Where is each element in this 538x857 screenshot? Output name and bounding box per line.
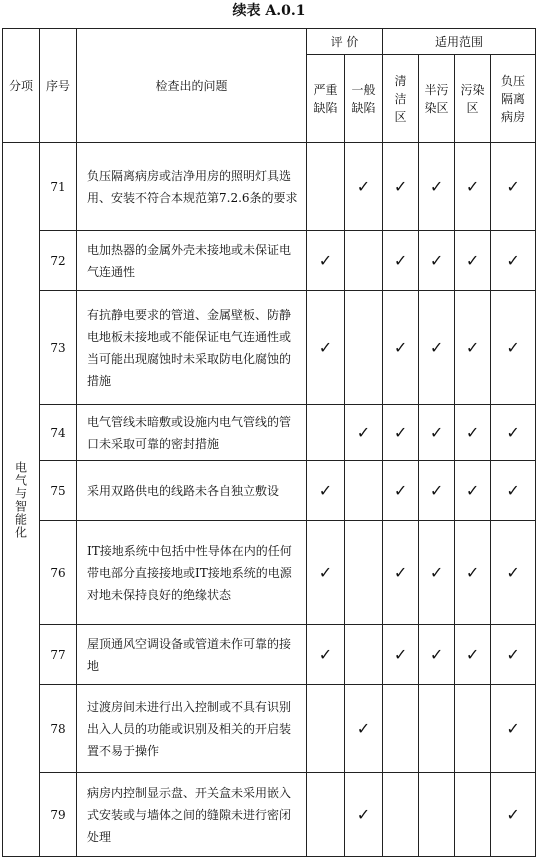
row-number: 74: [40, 405, 77, 461]
check-icon: ✓: [506, 338, 520, 357]
table-row: [3, 461, 536, 521]
mark-cell: [383, 625, 419, 685]
mark-cell: [307, 685, 345, 773]
check-icon: ✓: [506, 251, 520, 270]
category-label: 电气与智能化: [13, 460, 28, 539]
table-row: [3, 291, 536, 405]
mark-cell: [419, 291, 455, 405]
row-number: 79: [40, 773, 77, 857]
mark-cell: [307, 625, 345, 685]
mark-cell: [491, 773, 536, 857]
mark-cell: [455, 625, 491, 685]
check-icon: ✓: [393, 481, 408, 500]
header-negpressure: 负压隔离病房: [491, 55, 536, 143]
mark-cell: [345, 685, 383, 773]
mark-cell: [419, 773, 455, 857]
check-icon: ✓: [318, 645, 333, 664]
mark-cell: [383, 143, 419, 231]
mark-cell: [491, 143, 536, 231]
issue-text: IT接地系统中包括中性导体在内的任何带电部分直接接地或IT接地系统的电源对地未保持良好的绝缘状态: [77, 521, 307, 625]
check-icon: ✓: [393, 563, 408, 582]
issue-text: 过渡房间未进行出入控制或不具有识别出入人员的功能或识别及相关的开启装置不易于操作: [77, 685, 307, 773]
mark-cell: [419, 685, 455, 773]
mark-cell: [455, 521, 491, 625]
mark-cell: [345, 461, 383, 521]
check-icon: ✓: [506, 645, 520, 664]
check-icon: ✓: [465, 423, 480, 442]
inspection-table: [2, 28, 536, 857]
check-icon: ✓: [429, 645, 444, 664]
issue-text: 病房内控制显示盘、开关盒未采用嵌入式安装或与墙体之间的缝隙未进行密闭处理: [77, 773, 307, 857]
check-icon: ✓: [393, 338, 408, 357]
check-icon: ✓: [429, 481, 444, 500]
check-icon: ✓: [429, 423, 444, 442]
header-issue: 检查出的问题: [77, 29, 307, 143]
check-icon: ✓: [506, 423, 520, 442]
row-number: 71: [40, 143, 77, 231]
check-icon: ✓: [393, 177, 408, 196]
header-index: 序号: [40, 29, 77, 143]
mark-cell: [345, 231, 383, 291]
row-number: 72: [40, 231, 77, 291]
mark-cell: [345, 521, 383, 625]
issue-text: 负压隔离病房或洁净用房的照明灯具选用、安装不符合本规范第7.2.6条的要求: [77, 143, 307, 231]
header-dirty: 污染区: [455, 55, 491, 143]
table-row: [3, 773, 536, 857]
table-title: 续表 A.0.1: [232, 3, 306, 19]
header-evaluation: 评 价: [307, 29, 383, 55]
mark-cell: [307, 405, 345, 461]
check-icon: ✓: [465, 338, 480, 357]
mark-cell: [455, 143, 491, 231]
mark-cell: [383, 291, 419, 405]
check-icon: ✓: [318, 338, 333, 357]
mark-cell: [419, 461, 455, 521]
mark-cell: [455, 773, 491, 857]
mark-cell: [419, 405, 455, 461]
check-icon: ✓: [506, 481, 520, 500]
mark-cell: [307, 521, 345, 625]
mark-cell: [491, 231, 536, 291]
mark-cell: [455, 685, 491, 773]
category-cell: [3, 143, 40, 857]
issue-text: 电加热器的金属外壳未接地或未保证电气连通性: [77, 231, 307, 291]
mark-cell: [491, 405, 536, 461]
check-icon: ✓: [429, 338, 444, 357]
row-number: 73: [40, 291, 77, 405]
issue-text: 屋顶通风空调设备或管道未作可靠的接地: [77, 625, 307, 685]
header-general: 一般缺陷: [345, 55, 383, 143]
check-icon: ✓: [465, 177, 480, 196]
mark-cell: [419, 143, 455, 231]
mark-cell: [419, 625, 455, 685]
mark-cell: [307, 143, 345, 231]
check-icon: ✓: [356, 177, 371, 196]
header-scope: 适用范围: [383, 29, 536, 55]
issue-text: 采用双路供电的线路未各自独立敷设: [77, 461, 307, 521]
mark-cell: [345, 405, 383, 461]
check-icon: ✓: [318, 563, 333, 582]
mark-cell: [383, 685, 419, 773]
mark-cell: [455, 461, 491, 521]
issue-text: 有抗静电要求的管道、金属壁板、防静电地板未接地或不能保证电气连通性或当可能出现腐蚀时未采取防电化腐蚀的措施: [77, 291, 307, 405]
check-icon: ✓: [429, 177, 444, 196]
table-row: [3, 685, 536, 773]
header-category: 分项: [3, 29, 40, 143]
mark-cell: [383, 461, 419, 521]
mark-cell: [345, 773, 383, 857]
check-icon: ✓: [465, 481, 480, 500]
check-icon: ✓: [393, 645, 408, 664]
header-semi: 半污染区: [419, 55, 455, 143]
mark-cell: [419, 231, 455, 291]
table-row: [3, 143, 536, 231]
table-row: [3, 521, 536, 625]
check-icon: ✓: [356, 805, 371, 824]
mark-cell: [307, 291, 345, 405]
check-icon: ✓: [429, 563, 444, 582]
header-severe: 严重缺陷: [307, 55, 345, 143]
table-row: [3, 625, 536, 685]
mark-cell: [491, 625, 536, 685]
check-icon: ✓: [429, 251, 444, 270]
mark-cell: [491, 685, 536, 773]
mark-cell: [383, 405, 419, 461]
mark-cell: [383, 521, 419, 625]
table-row: [3, 405, 536, 461]
check-icon: ✓: [465, 251, 480, 270]
check-icon: ✓: [393, 251, 408, 270]
check-icon: ✓: [393, 423, 408, 442]
mark-cell: [383, 231, 419, 291]
check-icon: ✓: [318, 481, 333, 500]
check-icon: ✓: [506, 177, 520, 196]
check-icon: ✓: [506, 805, 520, 824]
mark-cell: [307, 461, 345, 521]
check-icon: ✓: [506, 563, 520, 582]
mark-cell: [419, 521, 455, 625]
mark-cell: [345, 143, 383, 231]
mark-cell: [307, 773, 345, 857]
mark-cell: [491, 291, 536, 405]
check-icon: ✓: [356, 719, 371, 738]
mark-cell: [455, 291, 491, 405]
mark-cell: [345, 291, 383, 405]
mark-cell: [383, 773, 419, 857]
row-number: 75: [40, 461, 77, 521]
check-icon: ✓: [465, 645, 480, 664]
mark-cell: [491, 521, 536, 625]
check-icon: ✓: [318, 251, 333, 270]
check-icon: ✓: [506, 719, 520, 738]
mark-cell: [455, 405, 491, 461]
row-number: 77: [40, 625, 77, 685]
mark-cell: [345, 625, 383, 685]
check-icon: ✓: [465, 563, 480, 582]
mark-cell: [307, 231, 345, 291]
mark-cell: [491, 461, 536, 521]
row-number: 78: [40, 685, 77, 773]
mark-cell: [455, 231, 491, 291]
row-number: 76: [40, 521, 77, 625]
header-clean: 清洁区: [383, 55, 419, 143]
table-row: [3, 231, 536, 291]
check-icon: ✓: [356, 423, 371, 442]
issue-text: 电气管线未暗敷或设施内电气管线的管口未采取可靠的密封措施: [77, 405, 307, 461]
